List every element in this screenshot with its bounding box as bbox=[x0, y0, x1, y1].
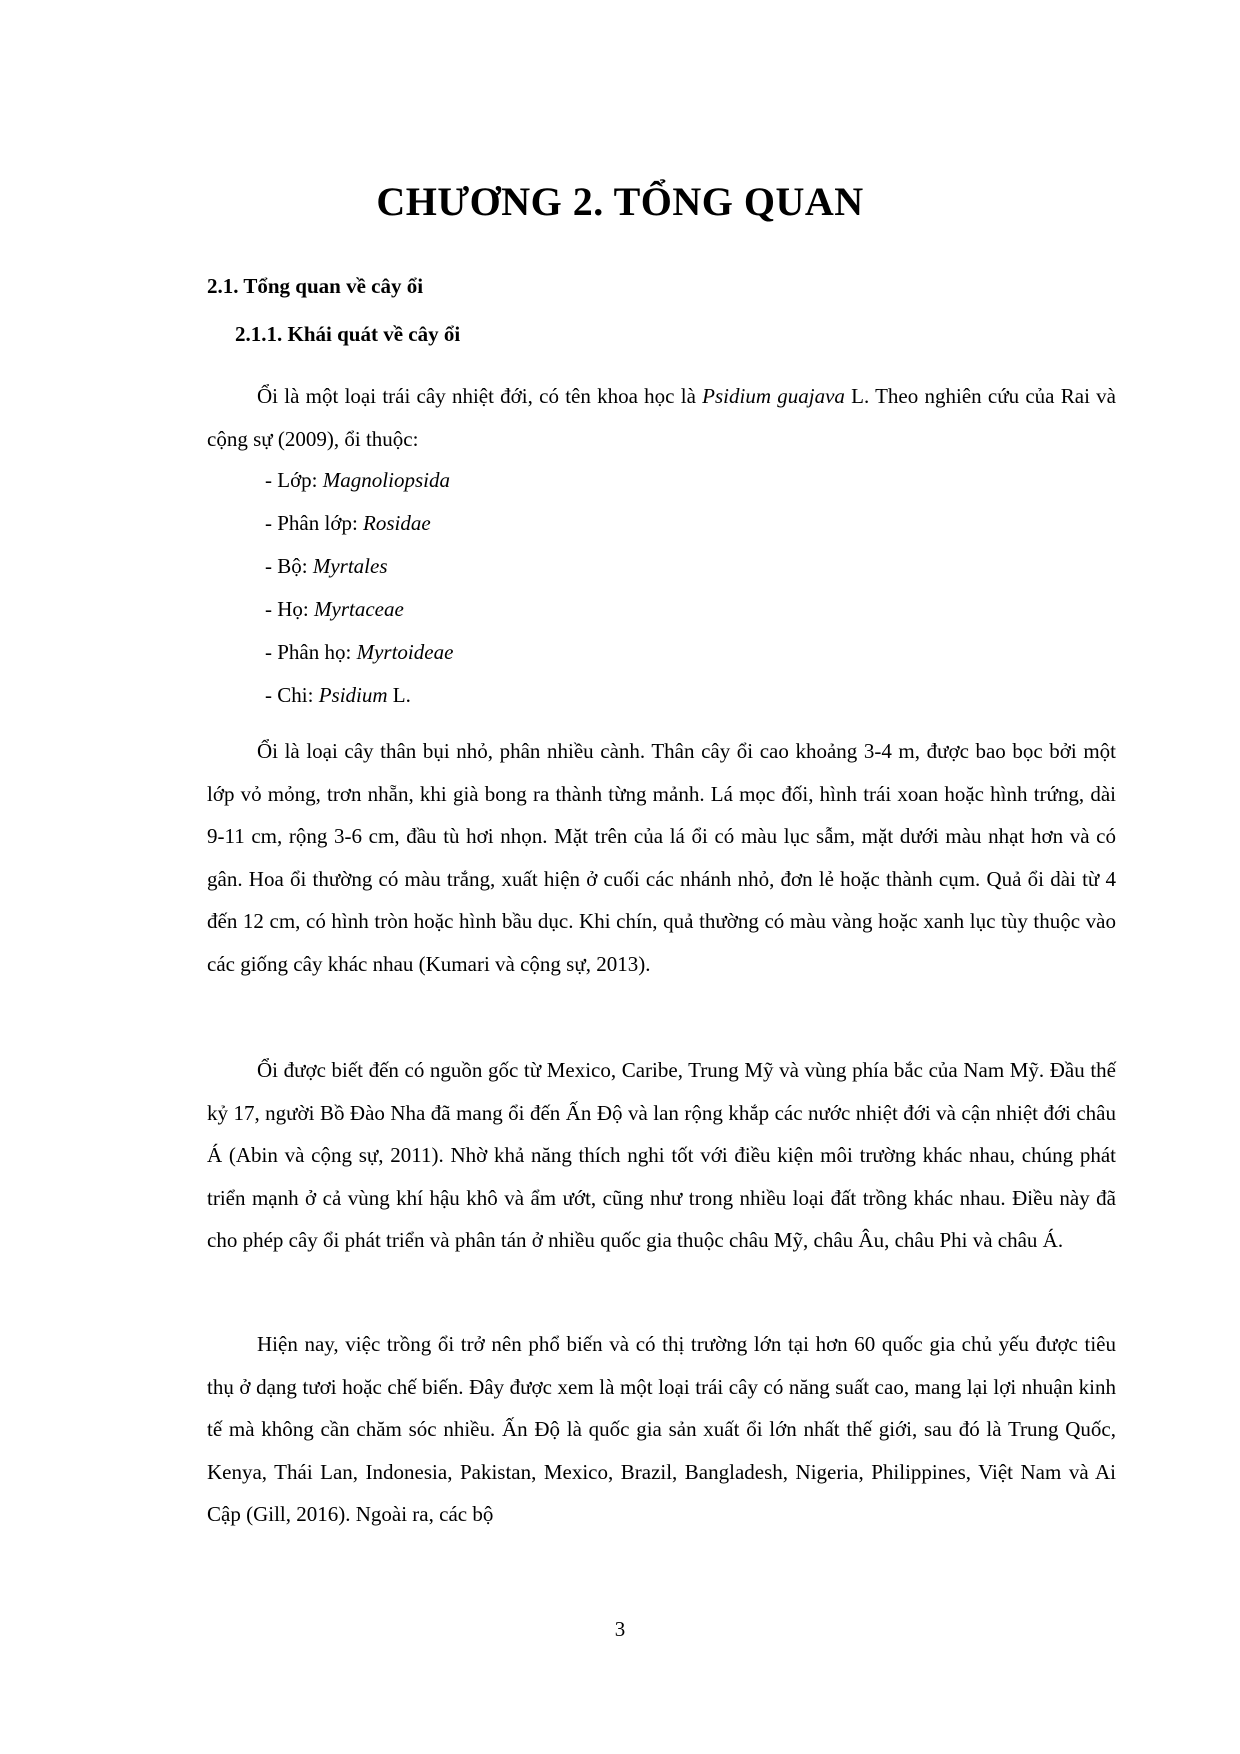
taxonomy-name: Myrtales bbox=[312, 554, 388, 578]
taxonomy-name: Myrtoideae bbox=[356, 640, 454, 664]
taxonomy-rank: Bộ: bbox=[277, 554, 313, 578]
chapter-title: CHƯƠNG 2. TỔNG QUAN bbox=[376, 179, 864, 224]
taxonomy-prefix: - bbox=[265, 640, 278, 664]
taxonomy-item bbox=[265, 502, 453, 545]
taxonomy-list bbox=[265, 459, 453, 717]
taxonomy-rank: Phân họ: bbox=[277, 640, 357, 664]
taxonomy-prefix: - bbox=[265, 597, 278, 621]
intro-scientific-name: Psidium guajava bbox=[702, 384, 845, 408]
taxonomy-name: Magnoliopsida bbox=[322, 468, 450, 492]
taxonomy-name: Psidium bbox=[318, 683, 388, 707]
body-paragraph: Ổi được biết đến có nguồn gốc từ Mexico, Caribe, Trung Mỹ và vùng phía bắc của Nam Mỹ. Đầu thế kỷ 17, người Bồ Đào Nha đã mang ổi đến Ấn Độ và lan rộng khắp các nước nhiệt đới và cận nhiệt đới châu Á (Abin và cộng sự, 2011). Nhờ khả năng thích nghi tốt với điều kiện môi trường khác nhau, chúng phát triển mạnh ở cả vùng khí hậu khô và ẩm ướt, cũng như trong nhiều loại đất trồng khác nhau. Điều này đã cho phép cây ổi phát triển và phân tán ở nhiều quốc gia thuộc châu Mỹ, châu Âu, châu Phi và châu Á. bbox=[207, 1058, 1116, 1252]
taxonomy-prefix: - bbox=[265, 554, 278, 578]
taxonomy-rank: Phân lớp: bbox=[277, 511, 364, 535]
taxonomy-item bbox=[265, 545, 453, 588]
page-number: 3 bbox=[614, 1617, 626, 1641]
section-heading: 2.1. Tổng quan về cây ổi bbox=[207, 274, 424, 298]
origin-paragraph-block bbox=[207, 1049, 1116, 1262]
taxonomy-item bbox=[265, 459, 453, 502]
taxonomy-name: Rosidae bbox=[363, 511, 431, 535]
taxonomy-name: Myrtaceae bbox=[314, 597, 404, 621]
intro-text-after: L. Theo nghiên cứu của Rai và cộng sự (2009), ổi thuộc: bbox=[207, 384, 1116, 451]
taxonomy-rank: Họ: bbox=[277, 597, 314, 621]
taxonomy-rank: Chi: bbox=[277, 683, 319, 707]
body-paragraph: Ổi là loại cây thân bụi nhỏ, phân nhiều cành. Thân cây ổi cao khoảng 3-4 m, được bao bọc bởi một lớp vỏ mỏng, trơn nhẵn, khi già bong ra thành từng mảnh. Lá mọc đối, hình trái xoan hoặc hình trứng, dài 9-11 cm, rộng 3-6 cm, đầu tù hơi nhọn. Mặt trên của lá ổi có màu lục sẫm, mặt dưới màu nhạt hơn và có gân. Hoa ổi thường có màu trắng, xuất hiện ở cuối các nhánh nhỏ, đơn lẻ hoặc thành cụm. Quả ổi dài từ 4 đến 12 cm, có hình tròn hoặc hình bầu dục. Khi chín, quả thường có màu vàng hoặc xanh lục tùy thuộc vào các giống cây khác nhau (Kumari và cộng sự, 2013). bbox=[207, 739, 1116, 976]
description-paragraph-block bbox=[207, 730, 1116, 985]
intro-text-before: Ổi là một loại trái cây nhiệt đới, có tên khoa học là bbox=[257, 384, 703, 408]
taxonomy-item bbox=[265, 674, 453, 717]
taxonomy-item bbox=[265, 588, 453, 631]
taxonomy-prefix: - bbox=[265, 468, 278, 492]
intro-paragraph bbox=[207, 375, 1116, 460]
taxonomy-prefix: - bbox=[265, 511, 278, 535]
taxonomy-rank: Lớp: bbox=[277, 468, 323, 492]
taxonomy-suffix: L. bbox=[387, 683, 411, 707]
intro-paragraph-block bbox=[207, 375, 1116, 460]
body-paragraph: Hiện nay, việc trồng ổi trở nên phổ biến và có thị trường lớn tại hơn 60 quốc gia chủ yếu được tiêu thụ ở dạng tươi hoặc chế biến. Đây được xem là một loại trái cây có năng suất cao, mang lại lợi nhuận kinh tế mà không cần chăm sóc nhiều. Ấn Độ là quốc gia sản xuất ổi lớn nhất thế giới, sau đó là Trung Quốc, Kenya, Thái Lan, Indonesia, Pakistan, Mexico, Brazil, Bangladesh, Nigeria, Philippines, Việt Nam và Ai Cập (Gill, 2016). Ngoài ra, các bộ bbox=[207, 1332, 1116, 1526]
taxonomy-prefix: - bbox=[265, 683, 278, 707]
cultivation-paragraph-block bbox=[207, 1323, 1116, 1536]
subsection-heading: 2.1.1. Khái quát về cây ổi bbox=[235, 322, 461, 346]
taxonomy-item bbox=[265, 631, 453, 674]
